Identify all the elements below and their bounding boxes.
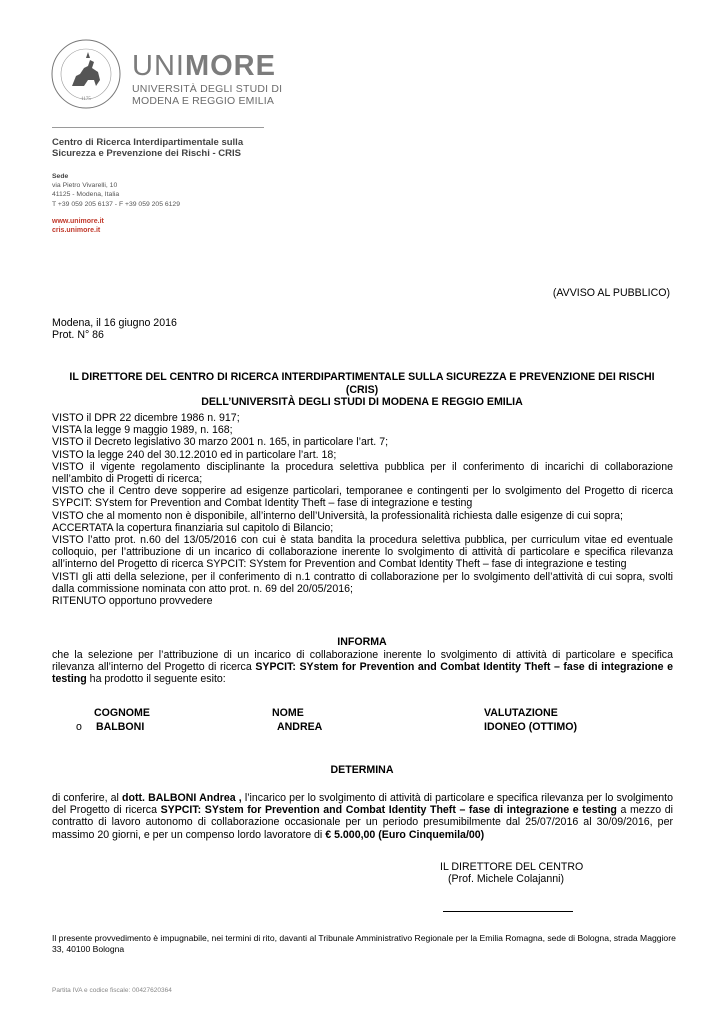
- brand-logo: [132, 52, 276, 81]
- premise-item: VISTO che al momento non è disponibile, all’interno dell’Università, la professionalità richiesta dalle esigenze di cui sopra;: [52, 509, 623, 522]
- brand-sub-line2: MODENA E REGGIO EMILIA: [132, 95, 275, 107]
- informa-text-post: ha prodotto il seguente esito:: [86, 673, 226, 686]
- brand-sub-line1: UNIVERSITÀ DEGLI STUDI DI: [132, 83, 283, 95]
- determina-text-2: l’incarico per lo svolgimento di attività di particolare e specifica rilevanza per lo svolgimento del Progetto di ricerca: [52, 792, 673, 817]
- determina-amount: € 5.000,00 (Euro Cinquemila/00): [325, 828, 485, 841]
- brand-more: MORE: [184, 50, 276, 82]
- premise-item: VISTO il vigente regolamento disciplinante la procedura selettiva pubblica per il conferimento di incarichi di collaborazione nell’ambito di Progetti di ricerca;: [52, 460, 673, 486]
- premise-item: VISTO che il Centro deve sopperire ad esigenze particolari, temporanee e contingenti per lo svolgimento del Progetto di ricerca SYPCIT: SYstem for Prevention and Combat Identity Theft – fase di integrazione e testing: [52, 485, 673, 510]
- sede-line1: via Pietro Vivarelli, 10: [52, 182, 118, 189]
- informa-paragraph: [52, 649, 673, 686]
- protocol-number: Prot. N° 86: [52, 329, 104, 341]
- legal-notice: Il presente provvedimento è impugnabile, nei termini di rito, davanti al Tribunale Amministrativo Regionale per la Emilia Romagna, sede di Bologna, strada Maggiore 33, 40100 Bologna: [52, 933, 676, 954]
- premise-item: VISTA la legge 9 maggio 1989, n. 168;: [52, 424, 233, 437]
- premises-list: [52, 412, 673, 607]
- brand-uni: UNI: [132, 50, 185, 82]
- university-seal-logo: [50, 38, 122, 110]
- website-links: [52, 217, 104, 235]
- title-line1: IL DIRETTORE DEL CENTRO DI RICERCA INTERDIPARTIMENTALE SULLA SICUREZZA E PREVENZIONE DEI RISCHI (CRIS): [69, 371, 655, 396]
- title-line2: DELL’UNIVERSITÀ DEGLI STUDI DI MODENA E REGGIO EMILIA: [201, 396, 523, 409]
- header-divider: [52, 127, 264, 128]
- document-date: Modena, il 16 giugno 2016: [52, 317, 177, 329]
- informa-project-name: SYPCIT: SYstem for Prevention and Combat Identity Theft – fase di integrazione e testing: [52, 661, 673, 686]
- document-title: [52, 371, 672, 409]
- sede-address: [52, 181, 180, 209]
- center-line1: Centro di Ricerca Interdipartimentale sulla: [52, 137, 244, 148]
- footer-vat: Partita IVA e codice fiscale: 00427620364: [52, 987, 172, 994]
- result-cognome: BALBONI: [96, 721, 145, 733]
- premise-item: VISTI gli atti della selezione, per il conferimento di n.1 contratto di collaborazione per lo svolgimento dell’attività di cui sopra, svolti dalla commissione nominata con atto prot. n. 69 del 20/05/2016;: [52, 570, 673, 595]
- determina-paragraph: [52, 792, 673, 841]
- premise-item: VISTO l’atto prot. n.60 del 13/05/2016 con cui è stata bandita la procedura selettiva pubblica, per curriculum vitae ed eventuale colloquio, per l’attribuzione di un incarico di collaborazione inerente lo svolgimento di attività di particolare e specifica rilevanza all’interno del Progetto di ricerca SYPCIT: SYstem for Prevention and Combat Identity Theft – fase di integrazione e testing: [52, 534, 673, 571]
- determina-text-1: di conferire, al: [52, 792, 123, 804]
- signature-line: [443, 911, 573, 912]
- premise-item: VISTO il Decreto legislativo 30 marzo 2001 n. 165, in particolare l’art. 7;: [52, 436, 389, 449]
- result-valutazione: IDONEO (OTTIMO): [484, 721, 577, 733]
- sede-line2: 41125 - Modena, Italia: [52, 191, 120, 199]
- result-nome: ANDREA: [277, 721, 323, 733]
- premise-item: VISTO il DPR 22 dicembre 1986 n. 917;: [52, 412, 240, 424]
- signatory-title: IL DIRETTORE DEL CENTRO: [440, 861, 584, 873]
- premise-item: VISTO la legge 240 del 30.12.2010 ed in particolare l’art. 18;: [52, 448, 337, 461]
- determina-name: dott. BALBONI Andrea ,: [122, 792, 242, 804]
- sede-line3: T +39 059 205 6137 - F +39 059 205 6129: [52, 200, 180, 208]
- column-header-valutazione: VALUTAZIONE: [484, 707, 558, 719]
- informa-heading: INFORMA: [337, 636, 387, 648]
- column-header-nome: NOME: [272, 707, 304, 719]
- determina-heading: DETERMINA: [330, 764, 394, 776]
- website-link-cris[interactable]: cris.unimore.it: [52, 227, 101, 234]
- list-bullet: o: [76, 721, 82, 733]
- brand-subtitle: [132, 83, 282, 107]
- premise-item: RITENUTO opportuno provvedere: [52, 595, 213, 608]
- determina-text-3: a mezzo di contratto di lavoro autonomo di collaborazione occasionale per un periodo presumibilmente dal 25/07/2016 al 30/09/2016, per massimo 20 giorni, e per un compenso lordo lavoratore di: [52, 804, 674, 841]
- determina-project-name: SYPCIT: SYstem for Prevention and Combat Identity Theft – fase di integrazione e testing: [160, 804, 617, 817]
- seal-year: 1175: [81, 97, 91, 102]
- center-name: [52, 137, 243, 159]
- premise-item: ACCERTATA la copertura finanziaria sul capitolo di Bilancio;: [52, 521, 334, 534]
- column-header-cognome: COGNOME: [94, 707, 150, 719]
- public-notice-label: (AVVISO AL PUBBLICO): [552, 287, 670, 299]
- signatory-name: (Prof. Michele Colajanni): [448, 873, 564, 885]
- informa-text-pre: che la selezione per l’attribuzione di un incarico di collaborazione inerente lo svolgimento di attività di particolare e specifica rilevanza all’interno del Progetto di ricerca: [52, 649, 673, 674]
- center-line2: Sicurezza e Prevenzione dei Rischi - CRIS: [52, 148, 242, 159]
- sede-label: Sede: [52, 173, 69, 180]
- website-link-unimore[interactable]: www.unimore.it: [52, 218, 104, 225]
